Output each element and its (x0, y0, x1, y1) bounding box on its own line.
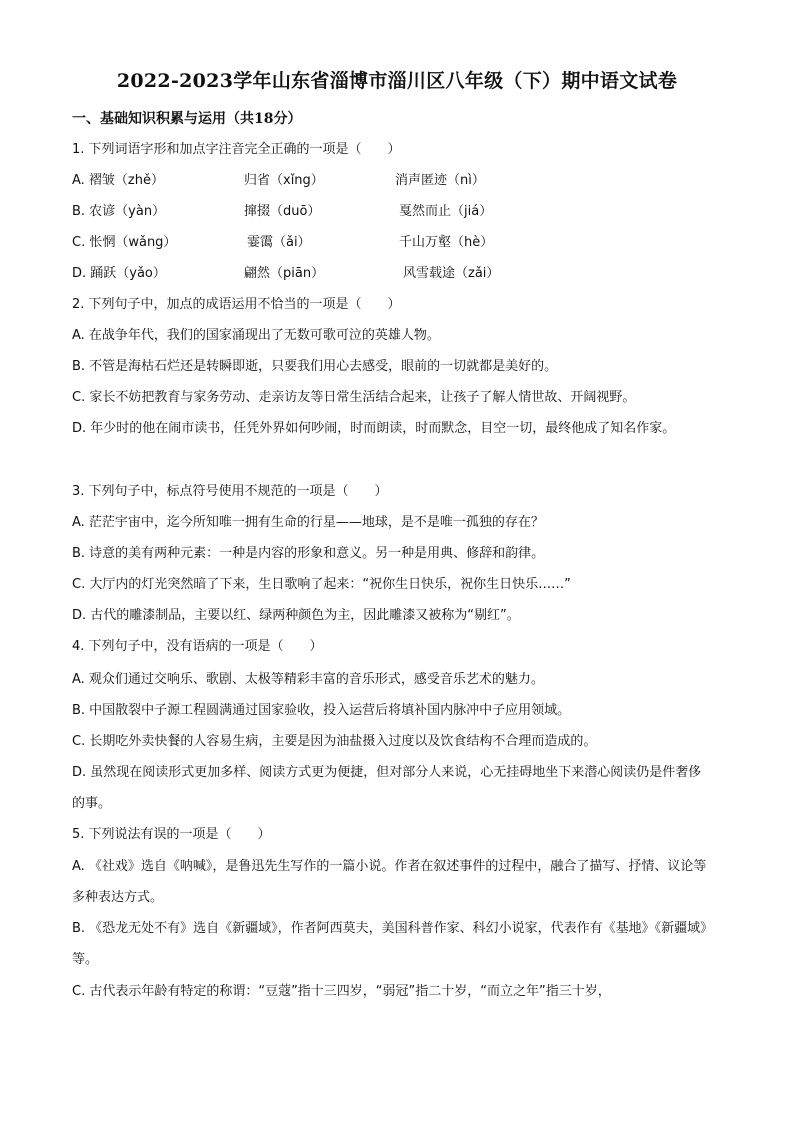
question-2-option-b: B. 不管是海枯石烂还是转瞬即逝，只要我们用心去感受，眼前的一切就都是美好的。 (72, 359, 558, 374)
option-c-word-3: 千山万壑（hè） (399, 235, 494, 250)
option-b-word-3: 戛然而止（jiá） (399, 204, 493, 219)
question-5-option-c: C. 古代表示年龄有特定的称谓：“豆蔻”指十三四岁，“弱冠”指二十岁，“而立之年”指三十岁， (72, 984, 611, 999)
question-4-option-d: D. 虽然现在阅读形式更加多样、阅读方式更为便捷，但对部分人来说，心无挂碍地坐下来潜心阅读仍是件奢侈的事。 (72, 765, 702, 811)
question-2-stem: 2. 下列句子中，加点的成语运用不恰当的一项是（ ） (72, 297, 401, 312)
question-3-stem: 3. 下列句子中，标点符号使用不规范的一项是（ ） (72, 484, 388, 499)
option-a-word-2: 归省（xǐng） (244, 173, 324, 188)
question-4-option-a: A. 观众们通过交响乐、歌剧、太极等精彩丰富的音乐形式，感受音乐艺术的魅力。 (72, 672, 544, 687)
question-2-option-a: A. 在战争年代，我们的国家涌现出了无数可歌可泣的英雄人物。 (72, 328, 440, 343)
question-3-option-b: B. 诗意的美有两种元素：一种是内容的形象和意义。另一种是用典、修辞和韵律。 (72, 546, 545, 561)
option-a-word-3: 消声匿迹（nì） (395, 173, 485, 188)
question-4-stem: 4. 下列句子中，没有语病的一项是（ ） (72, 639, 323, 654)
page-title: 2022-2023学年山东省淄博市淄川区八年级（下）期中语文试卷 (116, 70, 678, 92)
option-d-word-1: D. 踊跃（yǎo） (72, 266, 166, 281)
question-1-stem: 1. 下列词语字形和加点字注音完全正确的一项是（ ） (72, 142, 401, 157)
question-4-option-b: B. 中国散裂中子源工程圆满通过国家验收，投入运营后将填补国内脉冲中子应用领域。 (72, 703, 571, 718)
question-3-option-c: C. 大厅内的灯光突然暗了下来，生日歌响了起来：“祝你生日快乐，祝你生日快乐……” (72, 577, 571, 592)
option-b-word-2: 撺掇（duō） (244, 204, 321, 219)
question-3-option-d: D. 古代的雕漆制品，主要以红、绿两种颜色为主，因此雕漆又被称为“剔红”。 (72, 608, 520, 623)
option-d-word-3: 风雪载途（zǎi） (403, 266, 500, 281)
question-5-option-a: A. 《社戏》选自《呐喊》，是鲁迅先生写作的一篇小说。作者在叙述事件的过程中，融合了描写、抒情、议论等多种表达方式。 (72, 859, 707, 905)
question-5-stem: 5. 下列说法有误的一项是（ ） (72, 827, 271, 842)
option-c-word-1: C. 怅惘（wǎng） (72, 235, 177, 250)
option-a-word-1: A. 褶皱（zhě） (72, 173, 164, 188)
question-3-option-a: A. 茫茫宇宙中，迄今所知唯一拥有生命的行星——地球，是不是唯一孤独的存在？ (72, 515, 544, 530)
question-2-option-d: D. 年少时的他在闹市读书，任凭外界如何吵闹，时而朗读，时而默念，目空一切，最终他成了知名作家。 (72, 421, 676, 436)
option-b-word-1: B. 农谚（yàn） (72, 204, 166, 219)
question-4-option-c: C. 长期吃外卖快餐的人容易生病，主要是因为油盐摄入过度以及饮食结构不合理而造成的。 (72, 734, 597, 749)
section-heading: 一、基础知识积累与运用（共18分） (72, 111, 302, 127)
option-c-word-2: 霎霭（ǎi） (247, 235, 311, 250)
question-2-option-c: C. 家长不妨把教育与家务劳动、走亲访友等日常生活结合起来，让孩子了解人情世故、开阔视野。 (72, 390, 636, 405)
option-d-word-2: 翩然（piān） (244, 266, 325, 281)
question-5-option-b: B. 《恐龙无处不有》选自《新疆域》，作者阿西莫夫，美国科普作家、科幻小说家，代表作有《基地》《新疆域》等。 (72, 921, 707, 967)
